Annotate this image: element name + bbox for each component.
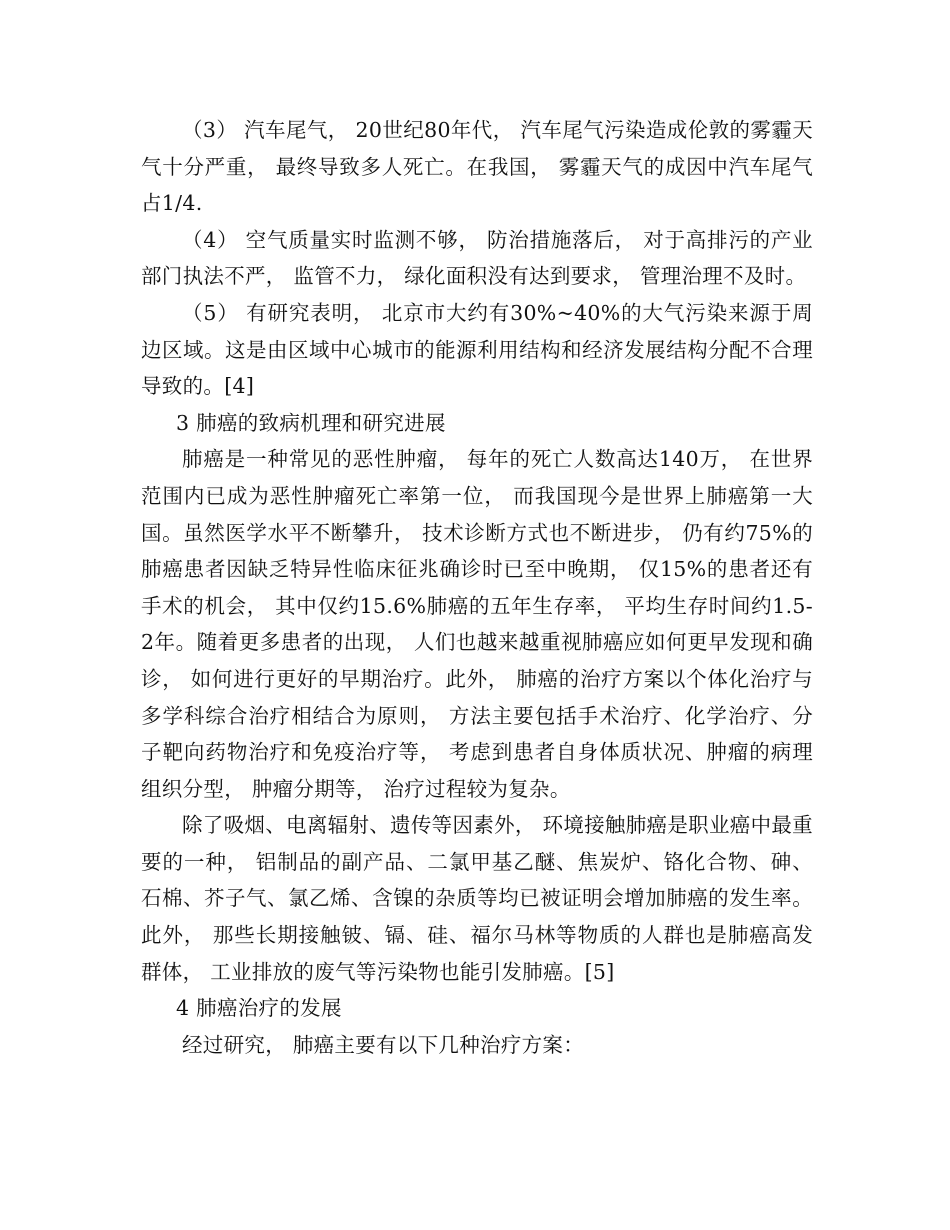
- paragraph-vehicle-exhaust: （3） 汽车尾气， 20世纪80年代， 汽车尾气污染造成伦敦的雾霾天气十分严重， 最终导致多人死亡。在我国， 雾霾天气的成因中汽车尾气占1/4.: [141, 118, 813, 216]
- section-heading-pathogenesis: 3 肺癌的致病机理和研究进展: [176, 410, 446, 435]
- paragraph-regional-pollution: （5） 有研究表明， 北京市大约有30%~40%的大气污染来源于周边区域。这是由区域中心城市的能源利用结构和经济发展结构分配不合理导致的。[4]: [141, 300, 813, 399]
- paragraph-air-monitoring: （4） 空气质量实时监测不够， 防治措施落后， 对于高排污的产业部门执法不严， 监管不力， 绿化面积没有达到要求， 管理治理不及时。: [141, 227, 813, 289]
- paragraph-treatment-intro: 经过研究， 肺癌主要有以下几种治疗方案：: [182, 1032, 585, 1057]
- paragraph-environmental-factors: 除了吸烟、电离辐射、遗传等因素外， 环境接触肺癌是职业癌中最重要的一种， 铝制品的副产品、二氯甲基乙醚、焦炭炉、铬化合物、砷、石棉、芥子气、氯乙烯、含镍的杂质等均已被证明会增加肺癌的发生率。此外， 那些长期接触铍、镉、硅、福尔马林等物质的人群也是肺癌高发群体， 工业排放的废气等污染物也能引发肺癌。[5]: [141, 813, 813, 984]
- document-body: [141, 112, 813, 1063]
- section-heading-treatment: 4 肺癌治疗的发展: [176, 996, 342, 1021]
- paragraph-lung-cancer-overview: 肺癌是一种常见的恶性肿瘤， 每年的死亡人数高达140万， 在世界范围内已成为恶性肿瘤死亡率第一位， 而我国现今是世界上肺癌第一大国。虽然医学水平不断攀升， 技术诊断方式也不断进步， 仍有约75%的肺癌患者因缺乏特异性临床征兆确诊时已至中晚期， 仅15%的患者还有手术的机会， 其中仅约15.6%肺癌的五年生存率， 平均生存时间约1.5-2年。随着更多患者的出现， 人们也越来越重视肺癌应如何更早发现和确诊， 如何进行更好的早期治疗。此外， 肺癌的治疗方案以个体化治疗与多学科综合治疗相结合为原则， 方法主要包括手术治疗、化学治疗、分子靶向药物治疗和免疫治疗等， 考虑到患者自身体质状况、肿瘤的病理组织分型， 肿瘤分期等， 治疗过程较为复杂。: [141, 447, 813, 801]
